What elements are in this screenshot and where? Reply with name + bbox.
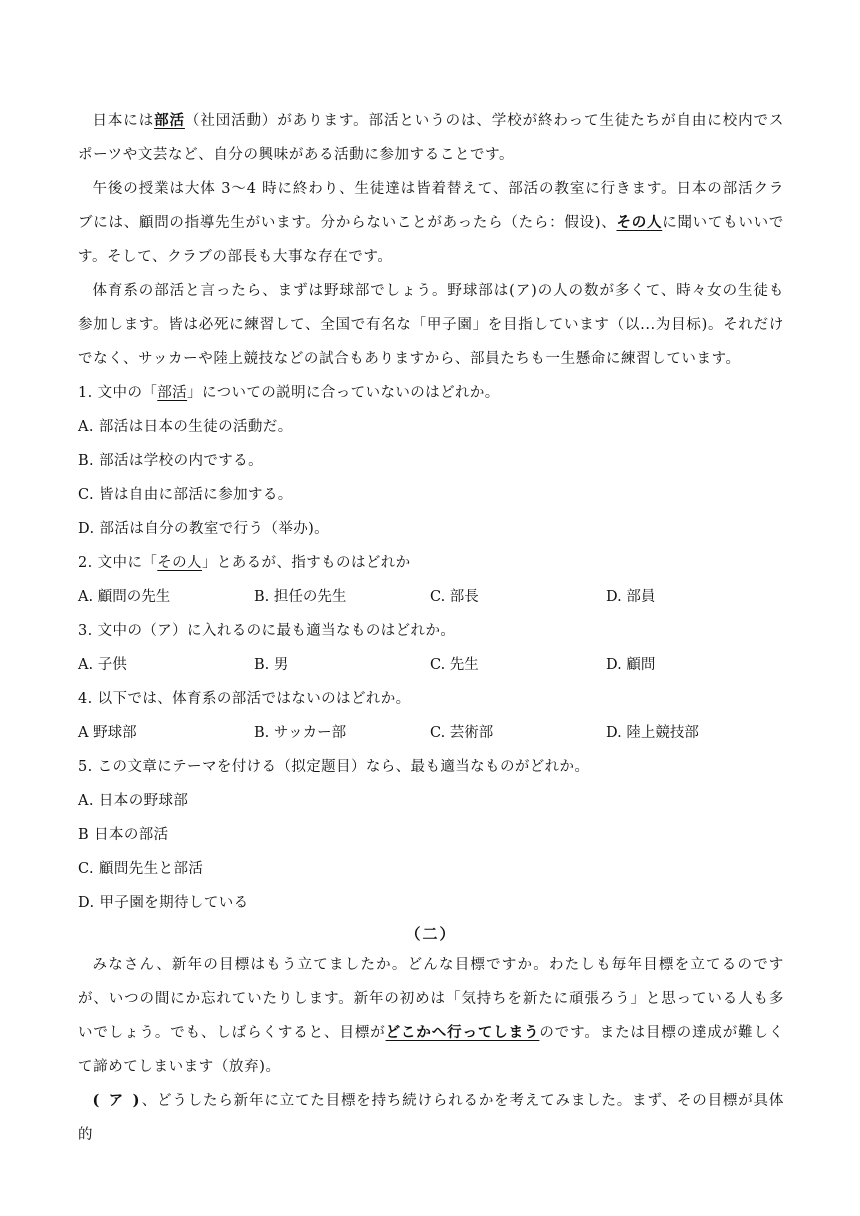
section2-paragraph-2 (78, 1084, 784, 1152)
text-span: 」についての説明に合っていないのはどれか。 (187, 385, 500, 401)
underlined-term: 部活 (157, 385, 188, 401)
term-bukatsu: 部活 (154, 112, 185, 129)
question-1 (78, 376, 784, 410)
question-5: 5. この文章にテーマを付ける（拟定题目）なら、最も適当なものがどれか。 (78, 759, 590, 775)
term-sono-hito: その人 (616, 214, 663, 231)
q5-option-d[interactable]: D. 甲子園を期待している (78, 895, 249, 911)
text-span: 2. 文中に「 (78, 555, 158, 571)
q1-option-a[interactable]: A. 部活は日本の生徒の活動だ。 (78, 419, 293, 435)
question-4: 4. 以下では、体育系の部活ではないのはどれか。 (78, 691, 411, 707)
q2-option-b[interactable]: B. 担任の先生 (254, 589, 347, 605)
section2-paragraph-1 (78, 948, 784, 1084)
q3-options (78, 648, 784, 682)
q1-option-c[interactable]: C. 皆は自由に部活に参加する。 (78, 487, 293, 503)
q3-option-a[interactable]: A. 子供 (78, 657, 127, 673)
document-page (78, 104, 784, 1152)
q2-options (78, 580, 784, 614)
q4-option-b[interactable]: B. サッカー部 (254, 725, 347, 741)
section-2-title: （二） (405, 925, 457, 943)
q5-option-a[interactable]: A. 日本の野球部 (78, 793, 189, 809)
q4-option-c[interactable]: C. 芸術部 (430, 725, 494, 741)
q4-options (78, 716, 784, 750)
passage1-paragraph-3: 体育系の部活と言ったら、まずは野球部でしょう。野球部は(ア)の人の数が多くて、時々女の生徒も参加します。皆は必死に練習して、全国で有名な「甲子園」を目指しています（以...为目标)。それだけでなく、サッカーや陸上競技などの試合もありますから、部員たちも一生懸命に練習しています。 (78, 283, 784, 367)
text-span: 1. 文中の「 (78, 385, 158, 401)
q1-option-d[interactable]: D. 部活は自分の教室で行う（举办)。 (78, 521, 330, 537)
q4-option-d[interactable]: D. 陸上競技部 (606, 725, 699, 741)
passage1-paragraph-2 (78, 172, 784, 274)
q3-option-b[interactable]: B. 男 (254, 657, 289, 673)
passage1-paragraph-1 (78, 104, 784, 172)
text-span: 日本には (92, 113, 155, 129)
blank-a: ( ア ) (92, 1092, 142, 1109)
text-span: に聞いてもいいです。そして、クラブの部長も大事な存在です。 (78, 215, 784, 265)
text-span: 、どうしたら新年に立てた目標を持ち続けられるかを考えてみました。まず、その目標が具体的 (78, 1093, 784, 1143)
question-3: 3. 文中の（ア）に入れるのに最も適当なものはどれか。 (78, 623, 456, 639)
term-dokoka: どこかへ行ってしまう (385, 1024, 540, 1041)
q2-option-a[interactable]: A. 顧問の先生 (78, 589, 171, 605)
text-span: 」とあるが、指すものはどれか (201, 555, 411, 571)
q2-option-c[interactable]: C. 部長 (430, 589, 479, 605)
q3-option-d[interactable]: D. 顧問 (606, 657, 656, 673)
text-span: 午後の授業は大体 3～4 時に終わり、生徒達は皆着替えて、部活の教室に行きます。日本の部活クラブには、顧問の指導先生がいます。分からないことがあったら（たら：假设)、 (78, 181, 784, 231)
q5-option-c[interactable]: C. 顧問先生と部活 (78, 861, 204, 877)
q4-option-a[interactable]: A 野球部 (78, 725, 137, 741)
text-span: のです。または目標の達成が難しくて諦めてしまいます（放弃)。 (78, 1025, 784, 1075)
q2-option-d[interactable]: D. 部員 (606, 589, 656, 605)
q1-option-b[interactable]: B. 部活は学校の内でする。 (78, 453, 263, 469)
q3-option-c[interactable]: C. 先生 (430, 657, 479, 673)
q5-option-b[interactable]: B 日本の部活 (78, 827, 169, 843)
text-span: みなさん、新年の目標はもう立てましたか。どんな目標ですか。わたしも毎年目標を立てるのですが、いつの間にか忘れていたりします。新年の初めは「気持ちを新たに頑張ろう」と思っている人も多いでしょう。でも、しばらくすると、目標が (78, 957, 784, 1041)
underlined-term: その人 (157, 555, 202, 571)
text-span: （社団活動）があります。部活というのは、学校が終わって生徒たちが自由に校内でスポーツや文芸など、自分の興味がある活動に参加することです。 (78, 113, 784, 163)
question-2 (78, 546, 784, 580)
